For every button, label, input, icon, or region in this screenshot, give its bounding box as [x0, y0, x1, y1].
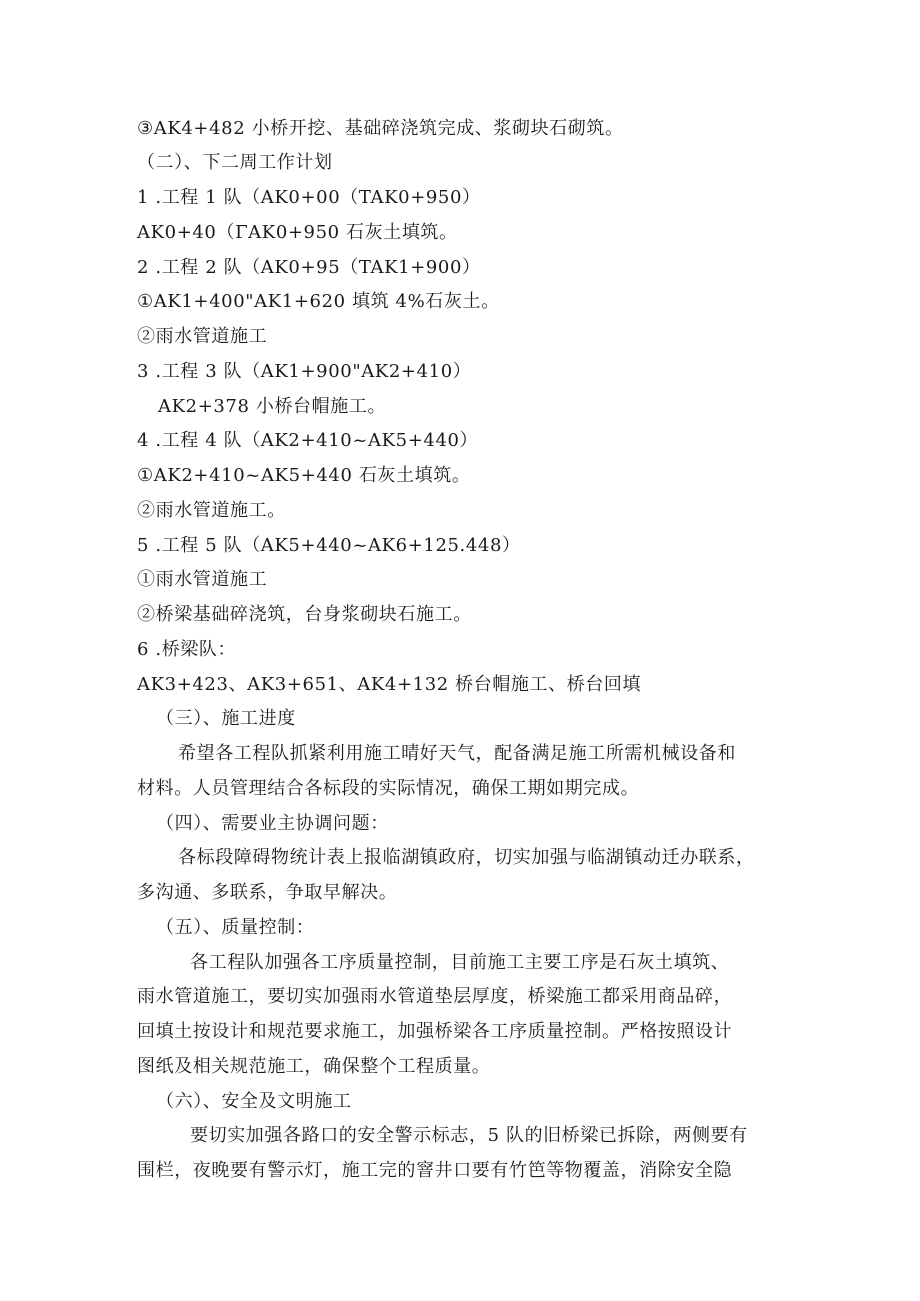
- text-line: ②雨水管道施工: [137, 326, 268, 347]
- text-line: ②桥梁基础碎浇筑，台身浆砌块石施工。: [137, 604, 472, 625]
- paragraph-line: 要切实加强各路口的安全警示标志，5 队的旧桥梁已拆除，两侧要有: [190, 1125, 748, 1146]
- section-heading: （二）、下二周工作计划: [137, 152, 333, 173]
- list-item: 4 .工程 4 队（AK2+410~AK5+440）: [137, 430, 479, 451]
- paragraph-line: 图纸及相关规范施工，确保整个工程质量。: [137, 1056, 491, 1077]
- text-line: ①AK1+400"AK1+620 填筑 4%石灰土。: [137, 291, 500, 312]
- text-line: AK3+423、AK3+651、AK4+132 桥台帽施工、桥台回填: [137, 674, 642, 695]
- paragraph-line: 雨水管道施工，要切实加强雨水管道垫层厚度，桥梁施工都采用商品碎，: [137, 986, 733, 1007]
- text-line: ②雨水管道施工。: [137, 500, 286, 521]
- text-line: ①雨水管道施工: [137, 569, 268, 590]
- paragraph-line: 各工程队加强各工序质量控制，目前施工主要工序是石灰土填筑、: [190, 952, 730, 973]
- paragraph-line: 各标段障碍物统计表上报临湖镇政府，切实加强与临湖镇动迁办联系，: [178, 847, 755, 868]
- paragraph-line: 希望各工程队抓紧利用施工晴好天气，配备满足施工所需机械设备和: [178, 743, 736, 764]
- section-heading: （六）、安全及文明施工: [156, 1091, 352, 1112]
- text-line: AK2+378 小桥台帽施工。: [158, 396, 387, 417]
- text-line: AK0+40（ΓAK0+950 石灰土填筑。: [137, 222, 458, 243]
- list-item: 3 .工程 3 队（AK1+900"AK2+410）: [137, 361, 472, 382]
- text-line: ③AK4+482 小桥开挖、基础碎浇筑完成、浆砌块石砌筑。: [137, 118, 624, 139]
- section-heading: （三）、施工进度: [156, 708, 296, 729]
- paragraph-line: 多沟通、多联系，争取早解决。: [137, 882, 398, 903]
- list-item: 2 .工程 2 队（AK0+95（TAK1+900）: [137, 257, 481, 278]
- paragraph-line: 材料。人员管理结合各标段的实际情况，确保工期如期完成。: [137, 778, 640, 799]
- list-item: 5 .工程 5 队（AK5+440~AK6+125.448）: [137, 535, 521, 556]
- list-item: 6 .桥梁队：: [137, 639, 237, 660]
- list-item: 1 .工程 1 队（AK0+00（TAK0+950）: [137, 187, 481, 208]
- text-line: ①AK2+410~AK5+440 石灰土填筑。: [137, 465, 471, 486]
- section-heading: （五）、质量控制：: [156, 917, 315, 938]
- paragraph-line: 围栏，夜晚要有警示灯，施工完的窨井口要有竹笆等物覆盖，消除安全隐: [137, 1160, 733, 1181]
- paragraph-line: 回填土按设计和规范要求施工，加强桥梁各工序质量控制。严格按照设计: [137, 1021, 733, 1042]
- section-heading: （四）、需要业主协调问题：: [156, 813, 389, 834]
